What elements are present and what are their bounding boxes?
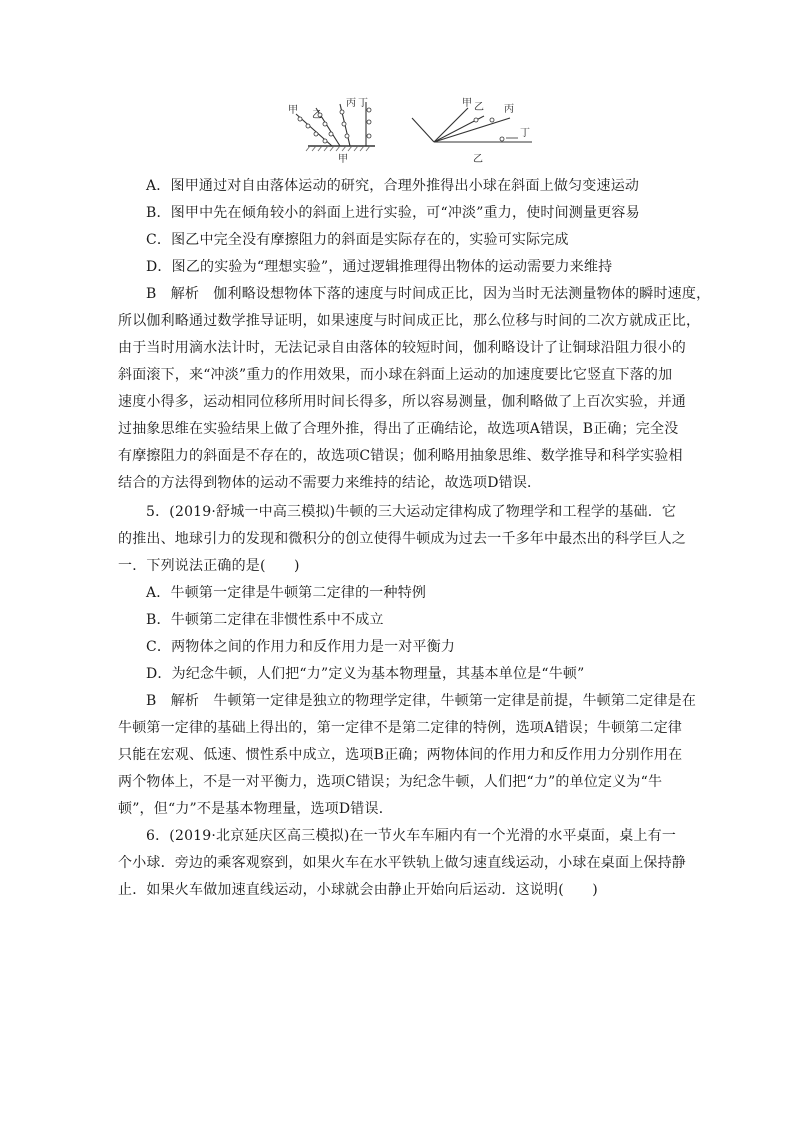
fig-left-label-ding: 丁 [358,98,368,109]
q5-option-c: C．两物体之间的作用力和反作用力是一对平衡力 [146,639,456,655]
fig-right-label-bing: 丙 [504,104,514,115]
q6-stem-line-2: 个小球．旁边的乘客观察到，如果火车在水平铁轨上做匀速直线运动，小球在桌面上保持静 [118,855,686,871]
figure-left [288,97,375,165]
fig-right-label-ding: 丁 [520,128,530,139]
q4-analysis-line-2: 所以伽利略通过数学推导证明，如果速度与时间成正比，那么位移与时间的二次方就成正比， [118,313,701,329]
q4-analysis-line-6: 过抽象思维在实验结果上做了合理外推，得出了正确结论，故选项A错误，B正确；完全没 [118,421,679,437]
fig-left-label-jia: 甲 [288,105,298,116]
q5-stem-line-2: 的推出、地球引力的发现和微积分的创立使得牛顿成为过去一千多年中最杰出的科学巨人之 [118,531,686,547]
q6-stem-line-3: 止．如果火车做加速直线运动，小球就会由静止开始向后运动．这说明( ) [118,882,598,898]
q5-stem-line-1: 5．(2019·舒城一中高三模拟)牛顿的三大运动定律构成了物理学和工程学的基础．它 [146,504,677,520]
fig-right-label-jia: 甲 [462,98,472,109]
q4-option-a: A．图甲通过对自由落体运动的研究，合理外推得出小球在斜面上做匀变速运动 [146,178,640,194]
q5-option-b: B．牛顿第二定律在非惯性系中不成立 [146,612,384,628]
physics-figure [270,96,540,168]
q5-analysis-line-3: 只能在宏观、低速、惯性系中成立，选项B正确；两物体间的作用力和反作用力分别作用在 [118,747,683,763]
fig-left-label-yi: 乙 [312,110,322,121]
q4-analysis-line-8: 结合的方法得到物体的运动不需要力来维持的结论，故选项D错误． [118,475,542,491]
q4-option-d: D．图乙的实验为“理想实验”，通过逻辑推理得出物体的运动需要力来维持 [146,259,613,275]
fig-right-label-yi: 乙 [474,102,484,113]
q6-stem-line-1: 6．(2019·北京延庆区高三模拟)在一节火车车厢内有一个光滑的水平桌面，桌上有一 [146,828,677,844]
q5-analysis-line-2: 牛顿第一定律的基础上得出的，第一定律不是第二定律的特例，选项A错误；牛顿第二定律 [118,720,683,736]
q4-analysis-line-7: 有摩擦阻力的斜面是不存在的，故选项C错误；伽利略用抽象思维、数学推导和科学实验相 [118,448,683,464]
q5-stem-line-3: 一．下列说法正确的是( ) [118,558,300,574]
fig-right-caption: 乙 [473,154,483,165]
q5-analysis-line-4: 两个物体上，不是一对平衡力，选项C错误；为纪念牛顿，人们把“力”的单位定义为“牛 [118,774,663,790]
q4-analysis-line-3: 由于当时用滴水法计时，无法记录自由落体的较短时间，伽利略设计了让铜球沿阻力很小的 [118,340,686,356]
q5-analysis-line-1: B 解析 牛顿第一定律是独立的物理学定律，牛顿第一定律是前提，牛顿第二定律是在 [146,693,697,709]
q4-option-b: B．图甲中先在倾角较小的斜面上进行实验，可“冲淡”重力，使时间测量更容易 [146,205,640,221]
figure-right [412,97,532,165]
galileo-inclined-plane-diagram [270,96,540,168]
q5-option-d: D．为纪念牛顿，人们把“力”定义为基本物理量，其基本单位是“牛顿” [146,666,585,682]
q4-analysis-line-1: B 解析 伽利略设想物体下落的速度与时间成正比，因为当时无法测量物体的瞬时速度， [146,286,711,302]
fig-left-label-bing: 丙 [346,98,356,109]
q4-analysis-line-5: 速度小得多，运动相同位移所用时间长得多，所以容易测量，伽利略做了上百次实验，并通 [118,394,686,410]
q5-analysis-line-5: 顿”，但“力”不是基本物理量，选项D错误． [118,801,393,817]
q4-option-c: C．图乙中完全没有摩擦阻力的斜面是实际存在的，实验可实际完成 [146,232,569,248]
q5-option-a: A．牛顿第一定律是牛顿第二定律的一种特例 [146,585,427,601]
q4-analysis-line-4: 斜面滚下，来“冲淡”重力的作用效果，而小球在斜面上运动的加速度要比它竖直下落的加 [118,367,673,383]
fig-left-caption: 甲 [338,154,348,165]
